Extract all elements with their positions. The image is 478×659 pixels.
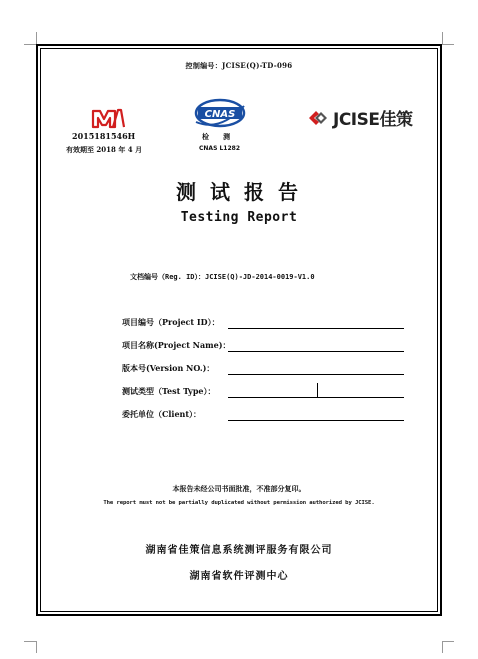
notice-cn: 本报告未经公司书面批准，不准部分复印。 [172,484,306,493]
control-number: 控制编号：JCISE(Q)-TD-096 [185,61,293,70]
cma-valid-date: 有效期至 2018 年 4 月 [66,145,143,154]
center-name: 湖南省软件评测中心 [189,571,289,582]
cma-logo-icon [91,107,125,133]
field-input-project-name[interactable] [228,351,404,352]
field-input-project-id[interactable] [228,328,404,329]
crop-mark-tl-v [36,32,37,44]
crop-mark-bl-h [24,641,36,642]
field-label-project-name: 项目名称(Project Name)： [122,340,231,350]
field-input-version[interactable] [228,374,404,375]
svg-text:CNAS: CNAS [204,109,236,120]
crop-mark-br-v [442,641,443,653]
crop-mark-br-h [442,641,454,642]
cma-cert-code: 2015181546H [72,131,136,141]
field-label-project-id: 项目编号（Project ID）： [122,317,220,327]
field-input-test-type[interactable] [228,397,404,398]
document-number: 文档编号（Reg. ID）：JCISE(Q)-JD-2014-0019-V1.0 [130,273,315,281]
company-name: 湖南省佳策信息系统测评服务有限公司 [145,545,333,556]
crop-mark-tl-h [24,44,36,45]
notice-en: The report must not be partially duplicated without permission authorized by JCISE. [103,500,375,506]
report-title-cn: 测试报告 [176,180,312,204]
text-cursor [317,383,318,397]
cnas-logo-icon [190,96,248,134]
field-label-test-type: 测试类型（Test Type）： [122,386,216,396]
jcise-logo-text: JCISE佳策 [333,110,413,130]
jcise-diamond-icon [305,107,329,129]
crop-mark-tr-h [442,44,454,45]
report-title-en: Testing Report [180,210,298,225]
cnas-cert-code: CNAS L1282 [199,145,241,152]
crop-mark-bl-v [36,641,37,653]
jcise-logo [305,105,412,130]
field-label-version: 版本号(Version NO.)： [122,363,215,373]
crop-mark-tr-v [442,32,443,44]
field-label-client: 委托单位（Client）： [122,409,202,419]
field-input-client[interactable] [228,420,404,421]
cnas-label: 检测 [202,132,244,141]
